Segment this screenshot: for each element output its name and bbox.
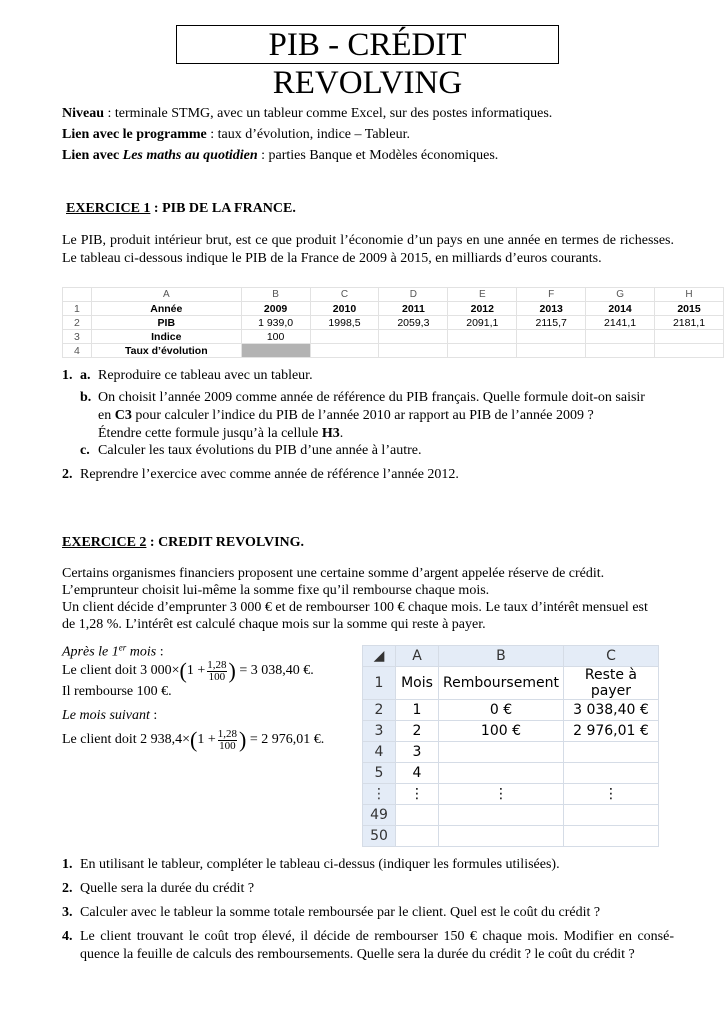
row-header: 3 <box>63 330 92 344</box>
text: Calculer les taux évolutions du PIB d’une année à l’autre. <box>98 443 422 458</box>
row-header: 5 <box>363 763 396 784</box>
repay: Il rembourse 100 €. <box>62 684 172 699</box>
fraction <box>207 660 226 683</box>
cell: Taux d’évolution <box>91 344 241 358</box>
row-header: 50 <box>363 826 396 847</box>
h: : PIB DE LA FRANCE. <box>150 201 296 216</box>
t: 1 + <box>186 663 206 679</box>
t: : <box>156 644 164 660</box>
table-row <box>363 667 659 700</box>
cell <box>448 344 517 358</box>
t: 1 + <box>197 732 216 748</box>
table-row <box>363 784 659 805</box>
calc-1: Le client doit 3 000×(1 + $\frac{1,28}{100}$ ) = 3 038,40 €. <box>62 658 314 683</box>
h: EXERCICE 1 <box>66 201 151 216</box>
num: 1,28 <box>217 727 238 740</box>
row-header: 1 <box>363 667 396 700</box>
q1a: 1. a. Reproduire ce tableau avec un tableur. <box>62 368 313 383</box>
row-header: 49 <box>363 805 396 826</box>
pib-table <box>62 287 724 358</box>
t: mois <box>126 644 157 660</box>
q1c: c. Calculer les taux évolutions du PIB d’une année à l’autre. <box>80 443 422 458</box>
col-header: E <box>448 288 517 302</box>
table-row <box>363 763 659 784</box>
ex2-p4: de 1,28 %. L’intérêt est calculé chaque mois sur la somme qui reste à payer. <box>62 617 486 632</box>
row-header: 3 <box>363 721 396 742</box>
cell: ⋮ <box>439 784 564 805</box>
cell: 2 <box>396 721 439 742</box>
text: Reproduire ce tableau avec un tableur. <box>98 368 313 383</box>
cell: 100 € <box>439 721 564 742</box>
den: 100 <box>208 670 226 683</box>
text: C3 <box>114 408 132 423</box>
ex2-q2: 2. Quelle sera la durée du crédit ? <box>62 881 255 896</box>
cell: 2009 <box>241 302 310 316</box>
cell: 2010 <box>310 302 379 316</box>
row-header: 4 <box>363 742 396 763</box>
cell: 100 <box>241 330 310 344</box>
table-row <box>363 742 659 763</box>
col-header: A <box>396 646 439 667</box>
cell: 3 038,40 € <box>563 700 658 721</box>
cell: 2014 <box>586 302 655 316</box>
cell <box>655 344 724 358</box>
cell: Remboursement <box>439 667 564 700</box>
cell <box>586 344 655 358</box>
text: : terminale STMG, avec un tableur comme Excel, sur des postes informatiques. <box>104 106 553 121</box>
row-header: 2 <box>63 316 92 330</box>
intro-program <box>62 126 674 144</box>
row-header: 4 <box>63 344 92 358</box>
t: = 2 976,01 €. <box>246 732 325 748</box>
text: Quelle sera la durée du crédit ? <box>80 881 255 896</box>
cell <box>448 330 517 344</box>
text: Le client trouvant le coût trop élevé, il décide de rembourser 150 € chaque mois. Modifier en consé-quence la feuille de calculs des remboursements. Quelle sera la durée du crédit ? le coût du crédit ? <box>80 929 674 962</box>
page-title: PIB - CRÉDIT REVOLVING <box>176 25 559 64</box>
cell: 2181,1 <box>655 316 724 330</box>
text: Étendre cette formule jusqu’à la cellule <box>98 426 322 441</box>
cell: ⋮ <box>396 784 439 805</box>
text: : parties Banque et Modèles économiques. <box>257 148 499 163</box>
ex2-q4: 4. Le client trouvant le coût trop élevé, il décide de rembourser 150 € chaque mois. Modifier en consé-quence la feuille de calculs des remboursements. Quelle sera la durée du crédit ? le coût du crédit ? <box>62 929 674 962</box>
cell: 1998,5 <box>310 316 379 330</box>
cell: 0 € <box>439 700 564 721</box>
row-header: ⋮ <box>363 784 396 805</box>
ex2-p2: L’emprunteur choisit lui-même la somme fixe qu’il rembourse chaque mois. <box>62 583 490 598</box>
text: en <box>98 408 115 423</box>
col-header: B <box>439 646 564 667</box>
cell: Année <box>91 302 241 316</box>
fraction <box>218 729 237 752</box>
table-row <box>63 330 724 344</box>
cell: 2115,7 <box>517 316 586 330</box>
text: Reprendre l’exercice avec comme année de référence l’année 2012. <box>80 467 459 482</box>
col-header: D <box>379 288 448 302</box>
num: 1,28 <box>207 658 227 671</box>
table-row <box>63 302 724 316</box>
ex2-q1: 1. En utilisant le tableur, compléter le tableau ci-dessus (indiquer les formules utilisées). <box>62 857 560 872</box>
cell <box>310 344 379 358</box>
table-row <box>363 826 659 847</box>
text: En utilisant le tableur, compléter le tableau ci-dessus (indiquer les formules utilisées). <box>80 857 560 872</box>
q2: 2. Reprendre l’exercice avec comme année de référence l’année 2012. <box>62 467 459 482</box>
col-header: F <box>517 288 586 302</box>
cell <box>586 330 655 344</box>
italic: Les maths au quotidien <box>122 148 258 163</box>
col-header: C <box>310 288 379 302</box>
label: Lien avec <box>62 148 123 163</box>
row-header: 2 <box>363 700 396 721</box>
text: Calculer avec le tableur la somme totale remboursée par le client. Quel est le coût du crédit ? <box>80 905 601 920</box>
ex1-heading <box>66 200 678 218</box>
t: er <box>118 642 127 652</box>
row-header: 1 <box>63 302 92 316</box>
cell: 3 <box>396 742 439 763</box>
cell <box>241 344 310 358</box>
table-row <box>363 700 659 721</box>
text: pour calculer l’indice du PIB de l’année 2010 ar rapport au PIB de l’année 2009 ? <box>131 408 594 423</box>
col-header: H <box>655 288 724 302</box>
ex1-paragraph: Le PIB, produit intérieur brut, est ce que produit l’économie d’un pays en une année en termes de richesses. Le tableau ci-dessous indique le PIB de la France de 2009 à 2015, en milliards d’euros courants. <box>62 233 674 266</box>
cell: 2091,1 <box>448 316 517 330</box>
q1b: b. On choisit l’année 2009 comme année de référence du PIB français. Quelle formule doit-on saisir en C3 pour calculer l’indice du PIB de l’année 2010 ar rapport au PIB de l’année 2009 ? Étendre cette formule jusqu’à la cellule H3. <box>80 390 645 441</box>
cell <box>379 330 448 344</box>
den: 100 <box>219 739 236 752</box>
table-row <box>363 805 659 826</box>
cell: Reste à payer <box>563 667 658 700</box>
cell: Mois <box>396 667 439 700</box>
cell: 2011 <box>379 302 448 316</box>
table-row <box>363 721 659 742</box>
cell <box>310 330 379 344</box>
cell: 4 <box>396 763 439 784</box>
cell <box>655 330 724 344</box>
ex2-q3: 3. Calculer avec le tableur la somme totale remboursée par le client. Quel est le coût du crédit ? <box>62 905 601 920</box>
ex2-p1: Certains organismes financiers proposent une certaine somme d’argent appelée réserve de crédit. <box>62 566 605 581</box>
credit-table: ◢ A B C 1 Mois Remboursement Reste à payer 2 1 0 € 3 038,40 € 3 2 100 € 2 976,01 € 4 3 5 4 ⋮ ⋮ ⋮ ⋮ 49 50 <box>362 645 659 847</box>
table-row <box>63 344 724 358</box>
t: Le client doit 3 000× <box>62 663 180 679</box>
ex2-p3: Un client décide d’emprunter 3 000 € et de rembourser 100 € chaque mois. Le taux d’intérêt mensuel est <box>62 600 648 615</box>
cell: 1 939,0 <box>241 316 310 330</box>
cell <box>379 344 448 358</box>
t: = 3 038,40 €. <box>235 663 314 679</box>
col-header: B <box>241 288 310 302</box>
text: On choisit l’année 2009 comme année de référence du PIB français. Quelle formule doit-on saisir <box>98 390 645 405</box>
cell: 2 976,01 € <box>563 721 658 742</box>
intro-link <box>62 147 674 165</box>
cell: ⋮ <box>563 784 658 805</box>
col-header: G <box>586 288 655 302</box>
cell <box>517 330 586 344</box>
col-header: A <box>91 288 241 302</box>
h: : CREDIT REVOLVING. <box>146 535 305 550</box>
cell: 2013 <box>517 302 586 316</box>
table-row <box>63 316 724 330</box>
t: Après le 1 <box>62 644 119 660</box>
col-header: C <box>563 646 658 667</box>
t: : <box>149 708 158 723</box>
cell: 2015 <box>655 302 724 316</box>
cell: 2059,3 <box>379 316 448 330</box>
label: Lien avec le programme <box>62 127 207 142</box>
label: Niveau <box>62 106 104 121</box>
intro-level <box>62 105 674 123</box>
t: Le mois suivant <box>62 708 150 723</box>
text: : taux d’évolution, indice – Tableur. <box>206 127 411 142</box>
cell: Indice <box>91 330 241 344</box>
calc-2: Le client doit 2 938,4×(1 + $\frac{1,28}{100}$ ) = 2 976,01 €. <box>62 727 325 752</box>
ex2-heading <box>62 534 674 552</box>
t: Le client doit 2 938,4× <box>62 732 191 748</box>
text: H3 <box>321 426 340 441</box>
cell <box>517 344 586 358</box>
cell: 1 <box>396 700 439 721</box>
text: . <box>339 426 344 441</box>
cell: 2012 <box>448 302 517 316</box>
cell: 2141,1 <box>586 316 655 330</box>
cell: PIB <box>91 316 241 330</box>
h: EXERCICE 2 <box>62 535 147 550</box>
